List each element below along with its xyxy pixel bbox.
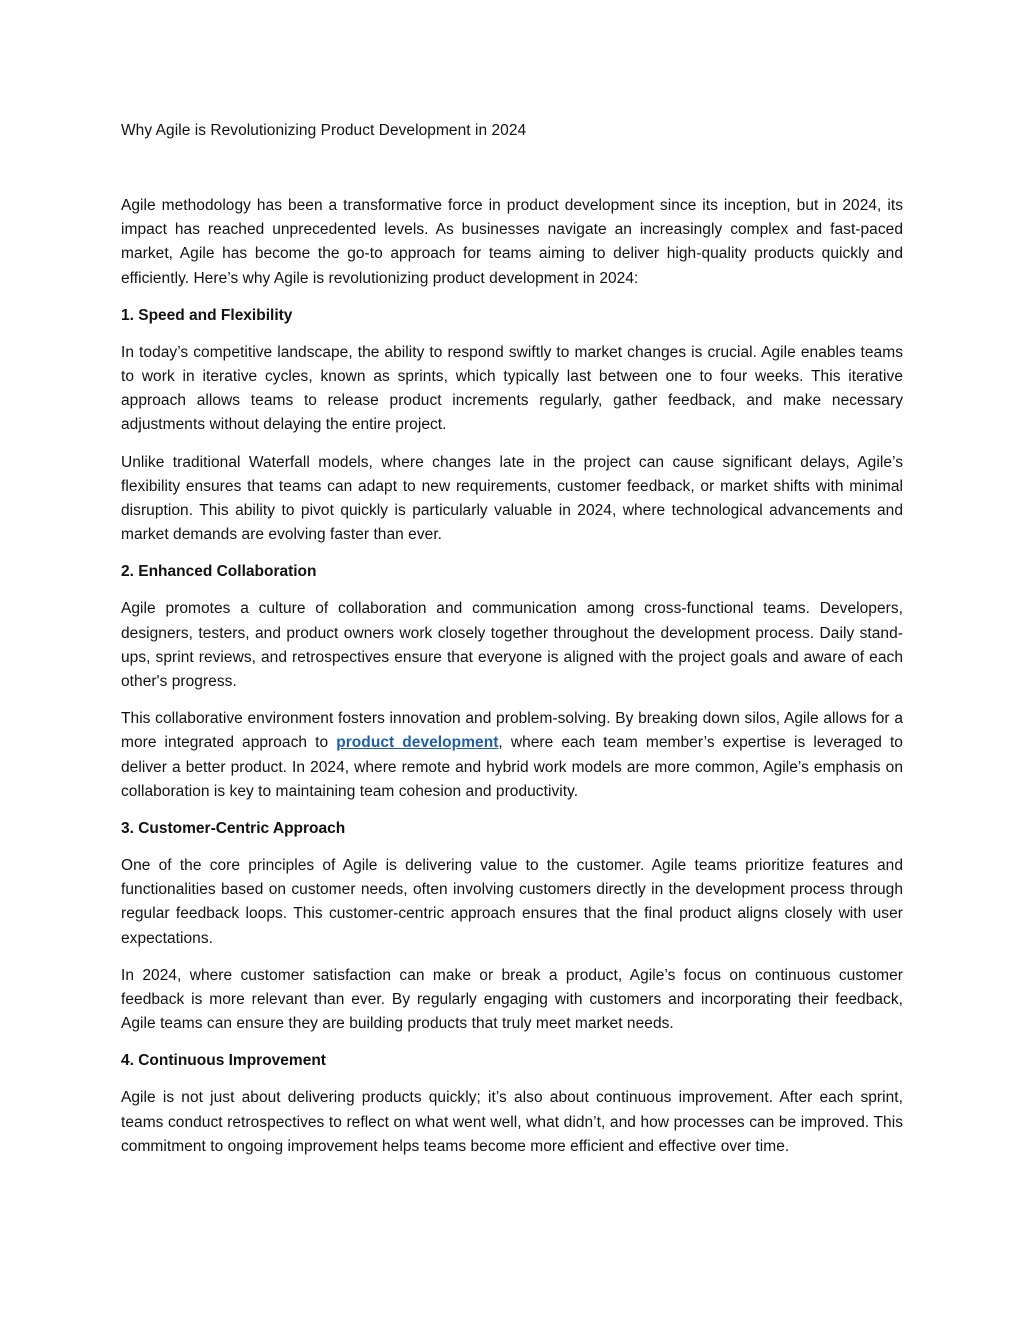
- section-heading-enhanced-collaboration: 2. Enhanced Collaboration: [121, 563, 317, 581]
- intro-paragraph: Agile methodology has been a transformative force in product development since its inception, but in 2024, its impact has reached unprecedented levels. As businesses navigate an increasingly complex and fast-paced market, Agile has become the go-to approach for teams aiming to deliver high-quality products quickly and efficiently. Here’s why Agile is revolutionizing product development in 2024:: [121, 197, 903, 287]
- section-4-paragraph-1: Agile is not just about delivering products quickly; it’s also about continuous improvement. After each sprint, teams conduct retrospectives to reflect on what went well, what didn’t, and how processes can be improved. This commitment to ongoing improvement helps teams become more efficient and effective over time.: [121, 1089, 903, 1155]
- product-development-link[interactable]: product development: [336, 734, 499, 752]
- section-heading-speed-flexibility: 1. Speed and Flexibility: [121, 306, 293, 324]
- section-2-paragraph-2: [121, 707, 903, 804]
- section-heading-customer-centric: 3. Customer-Centric Approach: [121, 820, 346, 838]
- document-title: Why Agile is Revolutionizing Product Development in 2024: [121, 122, 527, 139]
- section-heading-continuous-improvement: 4. Continuous Improvement: [121, 1052, 326, 1070]
- section-2-paragraph-2-after-link: , where each team member’s expertise is leveraged to deliver a better product. In 2024, where remote and hybrid work models are more common, Agile’s emphasis on collaboration is key to maintaining team cohesion and productivity.: [121, 734, 903, 800]
- section-1-paragraph-2: Unlike traditional Waterfall models, where changes late in the project can cause significant delays, Agile’s flexibility ensures that teams can adapt to new requirements, customer feedback, or market shifts with minimal disruption. This ability to pivot quickly is particularly valuable in 2024, where technological advancements and market demands are evolving faster than ever.: [121, 453, 903, 544]
- section-1-paragraph-1: In today’s competitive landscape, the ability to respond swiftly to market changes is crucial. Agile enables teams to work in iterative cycles, known as sprints, which typically last between one to four weeks. This iterative approach allows teams to release product increments regularly, gather feedback, and make necessary adjustments without delaying the entire project.: [121, 343, 903, 434]
- document-page: [121, 118, 903, 1172]
- section-3-paragraph-1: One of the core principles of Agile is delivering value to the customer. Agile teams prioritize features and functionalities based on customer needs, often involving customers directly in the development process through regular feedback loops. This customer-centric approach ensures that the final product aligns closely with user expectations.: [121, 857, 903, 947]
- section-3-paragraph-2: In 2024, where customer satisfaction can make or break a product, Agile’s focus on continuous customer feedback is more relevant than ever. By regularly engaging with customers and incorporating their feedback, Agile teams can ensure they are building products that truly meet market needs.: [121, 966, 903, 1033]
- section-2-paragraph-2-before-link: This collaborative environment fosters innovation and problem-solving. By breaking down silos, Agile allows for a more integrated approach to: [121, 710, 903, 752]
- section-2-paragraph-1: Agile promotes a culture of collaboration and communication among cross-functional teams. Developers, designers, testers, and product owners work closely together throughout the development process. Daily stand-ups, sprint reviews, and retrospectives ensure that everyone is aligned with the project goals and aware of each other's progress.: [121, 600, 903, 691]
